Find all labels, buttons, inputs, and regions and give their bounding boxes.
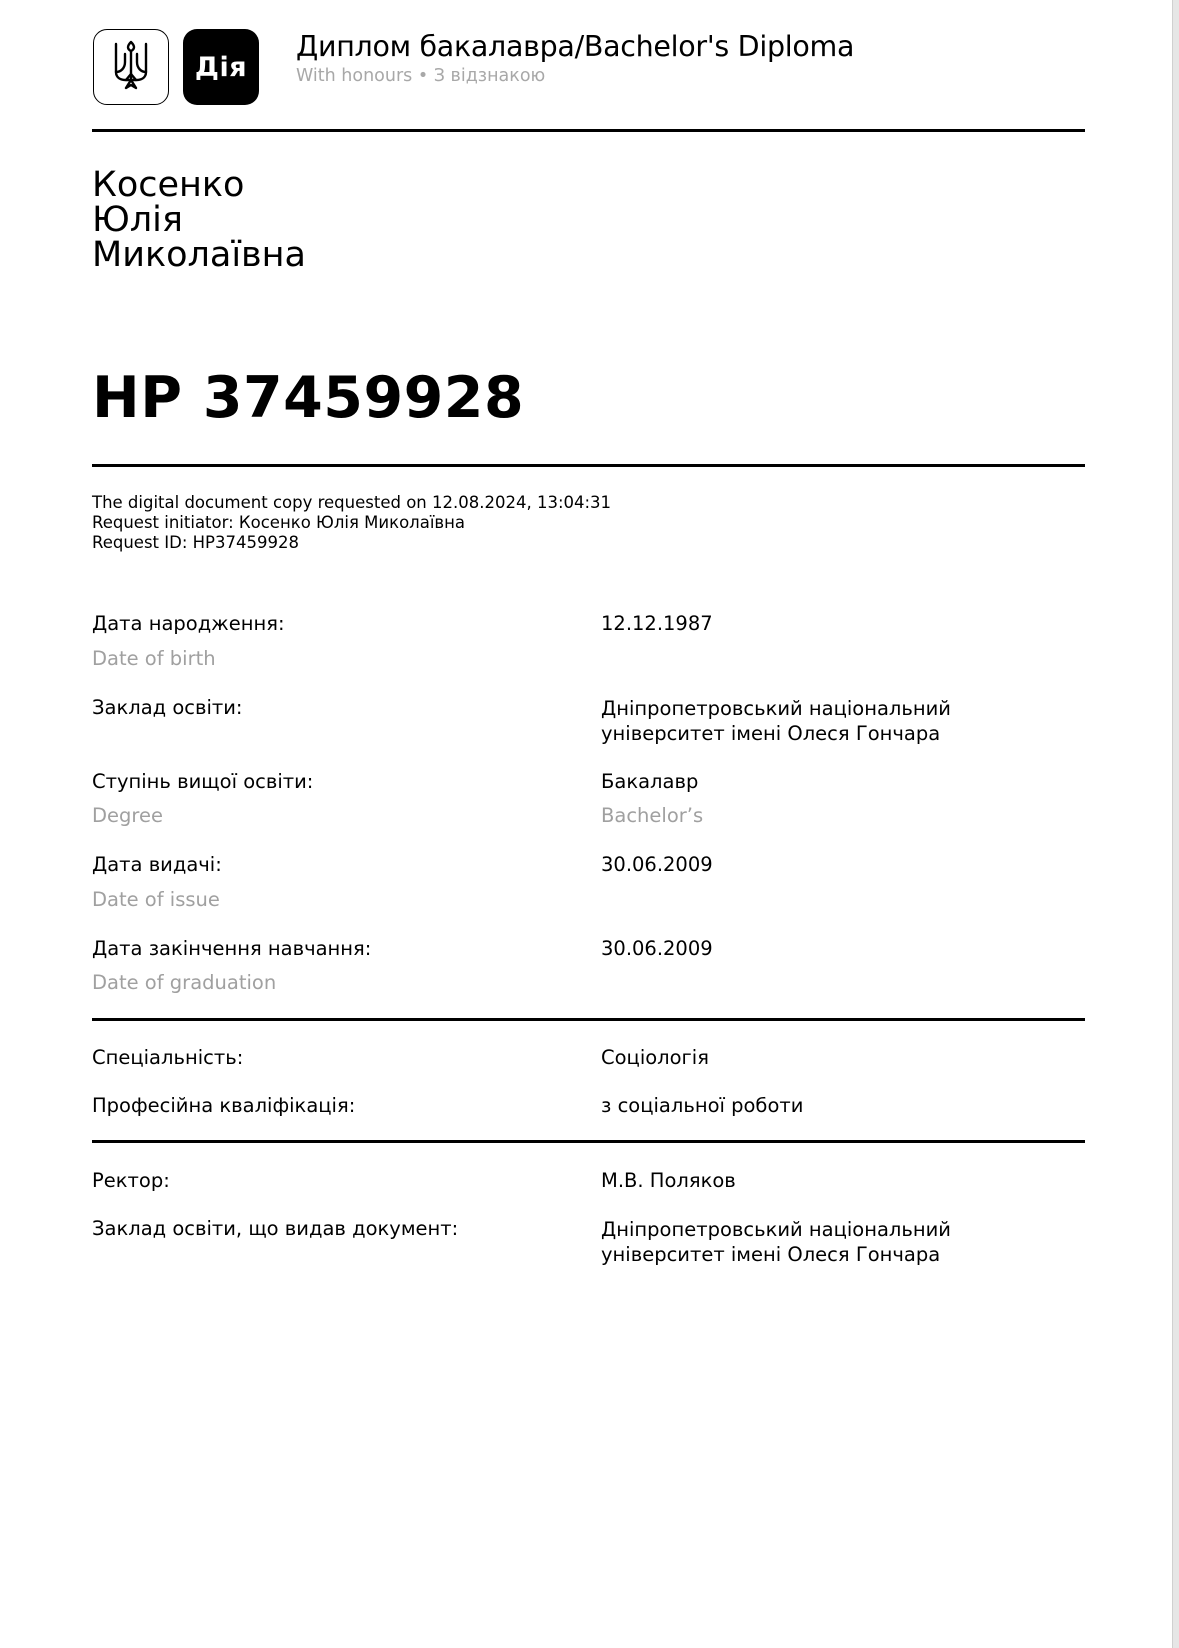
- issuing-institution-value-line1: Дніпропетровський національний: [601, 1218, 951, 1241]
- specialty-value: Соціологія: [601, 1046, 709, 1069]
- birth-date-label-en: Date of birth: [92, 647, 216, 670]
- degree-value-en: Bachelor’s: [601, 804, 704, 827]
- issue-date-label: Дата видачі:: [92, 853, 222, 876]
- request-timestamp: The digital document copy requested on 12.08.2024, 13:04:31: [92, 493, 612, 512]
- divider: [92, 1140, 1085, 1143]
- request-initiator: Request initiator: Косенко Юлія Миколаївна: [92, 513, 466, 532]
- issuing-institution-label: Заклад освіти, що видав документ:: [92, 1217, 459, 1240]
- institution-value-line1: Дніпропетровський національний: [601, 697, 951, 720]
- holder-given-name: Юлія: [92, 200, 183, 240]
- issuing-institution-value-line2: університет імені Олеся Гончара: [601, 1243, 941, 1266]
- institution-label: Заклад освіти:: [92, 696, 243, 719]
- diia-logo: [183, 29, 259, 105]
- rector-label: Ректор:: [92, 1169, 170, 1192]
- coat-of-arms-logo: [93, 29, 169, 105]
- holder-patronymic: Миколаївна: [92, 235, 306, 275]
- issue-date-label-en: Date of issue: [92, 888, 220, 911]
- birth-date-label: Дата народження:: [92, 612, 285, 635]
- specialty-label: Спеціальність:: [92, 1046, 244, 1069]
- degree-label-en: Degree: [92, 804, 163, 827]
- divider: [92, 1018, 1085, 1021]
- rector-value: М.В. Поляков: [601, 1169, 736, 1192]
- holder-surname: Косенко: [92, 165, 245, 205]
- diia-logo-text: Дія: [194, 51, 248, 83]
- birth-date-value: 12.12.1987: [601, 612, 713, 635]
- degree-label: Ступінь вищої освіти:: [92, 770, 314, 793]
- issue-date-value: 30.06.2009: [601, 853, 713, 876]
- qualification-value: з соціальної роботи: [601, 1094, 804, 1117]
- degree-value: Бакалавр: [601, 770, 699, 793]
- qualification-label: Професійна кваліфікація:: [92, 1094, 356, 1117]
- institution-value-line2: університет імені Олеся Гончара: [601, 722, 941, 745]
- request-id: Request ID: НР37459928: [92, 533, 299, 552]
- document-title: Диплом бакалавра/Bachelor's Diploma: [296, 30, 855, 63]
- divider: [92, 129, 1085, 132]
- document-number: НР 37459928: [92, 365, 525, 431]
- graduation-date-label: Дата закінчення навчання:: [92, 937, 372, 960]
- document-subtitle: With honours • З відзнакою: [296, 66, 546, 86]
- graduation-date-label-en: Date of graduation: [92, 971, 277, 994]
- graduation-date-value: 30.06.2009: [601, 937, 713, 960]
- trident-icon: [112, 38, 150, 96]
- divider: [92, 464, 1085, 467]
